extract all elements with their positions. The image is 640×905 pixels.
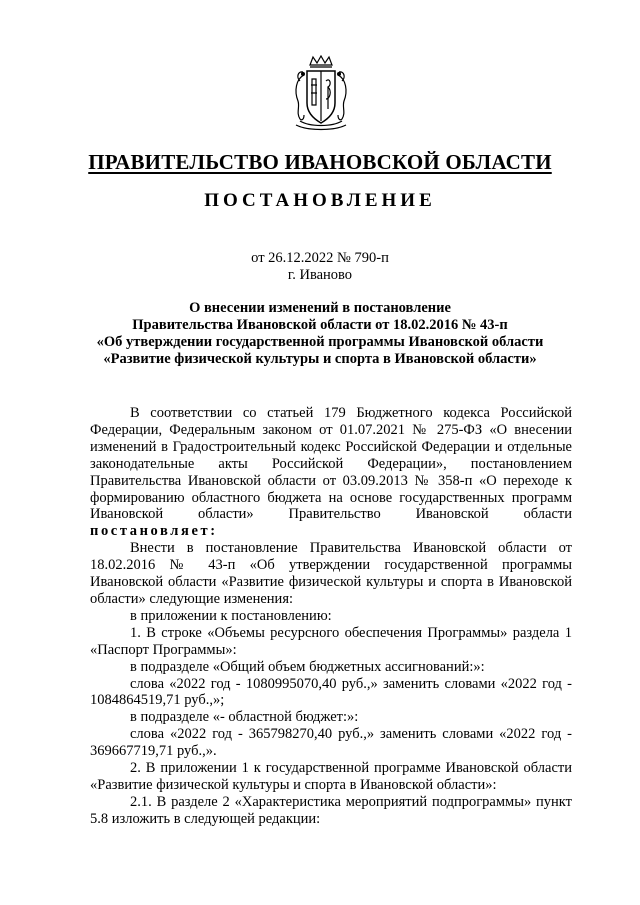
government-title: ПРАВИТЕЛЬСТВО ИВАНОВСКОЙ ОБЛАСТИ bbox=[88, 150, 552, 174]
subject-line: «Об утверждении государственной программы Ивановской области bbox=[96, 334, 544, 350]
body-paragraph: 1. В строке «Объемы ресурсного обеспечения Программы» раздела 1 «Паспорт Программы»: bbox=[90, 624, 572, 658]
document-type: ПОСТАНОВЛЕНИЕ bbox=[204, 190, 436, 211]
document-date-number: от 26.12.2022 № 790-п bbox=[251, 250, 389, 266]
preamble-text: В соответствии со статьей 179 Бюджетного кодекса Российской Федерации, Федеральным законом от 01.07.2021 № 275-ФЗ «О внесении изменений в Градостроительный кодекс Российской Федерации и отдельные законодательные акты Российской Федерации», постановлением Правительства Ивановской области от 03.09.2013 № 358-п «О переходе к формированию областного бюджета на основе государственных программ Ивановской области» Правительство Ивановской области bbox=[90, 405, 572, 523]
subject-line: Правительства Ивановской области от 18.02.2016 № 43-п bbox=[132, 317, 508, 333]
body-paragraph: в приложении к постановлению: bbox=[130, 607, 332, 624]
resolves-word: постановляет: bbox=[90, 523, 218, 540]
body-paragraph: слова «2022 год - 365798270,40 руб.,» заменить словами «2022 год - 369667719,71 руб.,». bbox=[90, 726, 572, 760]
body-paragraph bbox=[90, 405, 572, 540]
body-paragraph: в подразделе «- областной бюджет:»: bbox=[130, 709, 359, 726]
body-paragraph: 2.1. В разделе 2 «Характеристика мероприятий подпрограммы» пункт 5.8 изложить в следующей редакции: bbox=[90, 793, 572, 827]
body-paragraph: слова «2022 год - 1080995070,40 руб.,» заменить словами «2022 год - 1084864519,71 руб.,»; bbox=[90, 675, 572, 709]
document-subject bbox=[60, 300, 580, 368]
body-paragraph: в подразделе «Общий объем бюджетных ассигнований:»: bbox=[130, 658, 485, 675]
document-body bbox=[90, 405, 572, 828]
subject-line: «Развитие физической культуры и спорта в Ивановской области» bbox=[103, 351, 537, 367]
document-meta bbox=[0, 250, 640, 284]
document-city: г. Иваново bbox=[287, 267, 353, 283]
body-paragraph: 2. В приложении 1 к государственной программе Ивановской области «Развитие физической культуры и спорта в Ивановской области»: bbox=[90, 760, 572, 793]
coat-of-arms-icon bbox=[290, 55, 352, 135]
body-paragraph: Внести в постановление Правительства Ивановской области от 18.02.2016 № 43-п «Об утверждении государственной программы Ивановской области «Развитие физической культуры и спорта в Ивановской области» следующие изменения: bbox=[90, 540, 572, 607]
subject-line: О внесении изменений в постановление bbox=[189, 300, 451, 316]
